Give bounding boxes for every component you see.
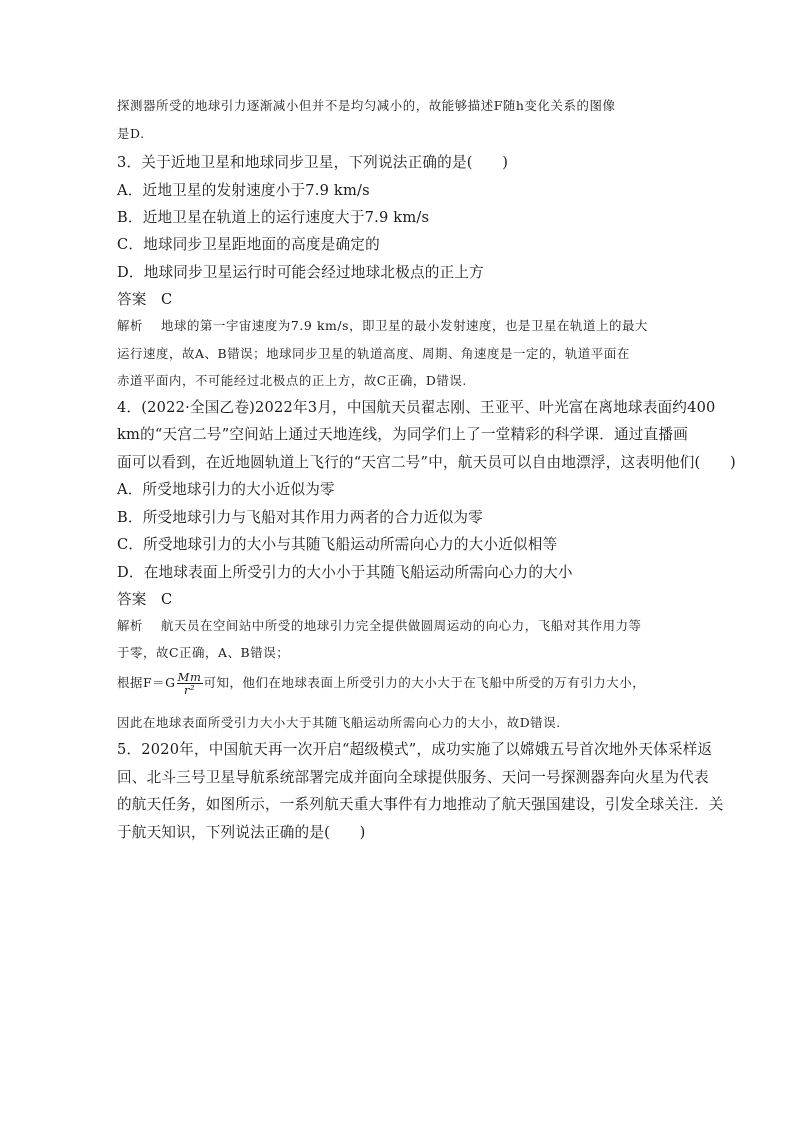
question-3-answer — [117, 288, 172, 309]
fraction-numerator: Mm — [177, 670, 202, 684]
question-4-stem-line-1: 4．(2022·全国乙卷)2022年3月，中国航天员翟志刚、王亚平、叶光富在离地球表面约400 — [117, 399, 716, 416]
question-3-option-b: B．近地卫星在轨道上的运行速度大于7.9 km/s — [117, 209, 430, 226]
analysis-label: 解析 — [117, 618, 143, 633]
question-4-answer — [117, 588, 172, 609]
question-4-analysis-line-1 — [117, 616, 642, 634]
question-3-option-d: D．地球同步卫星运行时可能会经过地球北极点的正上方 — [117, 264, 484, 281]
answer-value: C — [161, 291, 173, 308]
question-3-analysis-line-3: 赤道平面内，不可能经过北极点的正上方，故C正确，D错误. — [117, 373, 467, 388]
formula-prefix: 根据F＝G — [117, 675, 176, 690]
analysis-text: 航天员在空间站中所受的地球引力完全提供做圆周运动的向心力，飞船对其作用力等 — [161, 618, 642, 633]
question-4-analysis-line-2: 于零，故C正确，A、B错误； — [117, 645, 290, 660]
analysis-label: 解析 — [117, 318, 143, 333]
question-3-analysis-line-2: 运行速度，故A、B错误；地球同步卫星的轨道高度、周期、角速度是一定的，轨道平面在 — [117, 346, 630, 361]
answer-label: 答案 — [117, 291, 147, 308]
question-5-stem-line-1: 5．2020年，中国航天再一次开启“超级模式”，成功实施了以嫦娥五号首次地外天体采样返 — [117, 741, 713, 758]
question-5-stem-line-3: 的航天任务，如图所示，一系列航天重大事件有力地推动了航天强国建设，引发全球关注．关 — [117, 796, 724, 813]
answer-label: 答案 — [117, 591, 147, 608]
question-3-option-a: A．近地卫星的发射速度小于7.9 km/s — [117, 182, 370, 199]
question-4-analysis-line-4: 因此在地球表面所受引力大小大于其随飞船运动所需向心力的大小，故D错误. — [117, 715, 561, 730]
answer-value: C — [161, 591, 173, 608]
question-4-option-a: A．所受地球引力的大小近似为零 — [117, 481, 335, 498]
question-4-option-d: D．在地球表面上所受引力的大小小于其随飞船运动所需向心力的大小 — [117, 564, 573, 581]
question-4-option-c: C．所受地球引力的大小与其随飞船运动所需向心力的大小近似相等 — [117, 536, 558, 553]
question-5-stem-line-2: 回、北斗三号卫星导航系统部署完成并面向全球提供服务、天问一号探测器奔向火星为代表 — [117, 769, 709, 786]
question-3-option-c: C．地球同步卫星距地面的高度是确定的 — [117, 236, 380, 253]
question-4-option-b: B．所受地球引力与飞船对其作用力两者的合力近似为零 — [117, 509, 483, 526]
question-5-stem-line-4: 于航天知识，下列说法正确的是( ) — [117, 824, 366, 841]
question-3-stem: 3．关于近地卫星和地球同步卫星，下列说法正确的是( ) — [117, 154, 509, 171]
question-4-formula-line — [117, 671, 645, 696]
analysis-text: 地球的第一宇宙速度为7.9 km/s，即卫星的最小发射速度，也是卫星在轨道上的最大 — [161, 318, 648, 333]
formula-suffix: 可知，他们在地球表面上所受引力的大小大于在飞船中所受的万有引力大小， — [203, 675, 646, 690]
gravitation-fraction — [177, 671, 203, 696]
prev-analysis-line-1: 探测器所受的地球引力逐渐减小但并不是均匀减小的，故能够描述F随h变化关系的图像 — [117, 98, 616, 113]
question-3-analysis-line-1 — [117, 316, 648, 334]
question-4-stem-line-2: km的“天宫二号”空间站上通过天地连线，为同学们上了一堂精彩的科学课．通过直播画 — [117, 426, 688, 443]
question-4-stem-line-3: 面可以看到，在近地圆轨道上飞行的“天宫二号”中，航天员可以自由地漂浮，这表明他们( ) — [117, 454, 736, 471]
prev-analysis-line-2: 是D. — [117, 126, 145, 141]
fraction-denominator: r² — [183, 683, 196, 697]
